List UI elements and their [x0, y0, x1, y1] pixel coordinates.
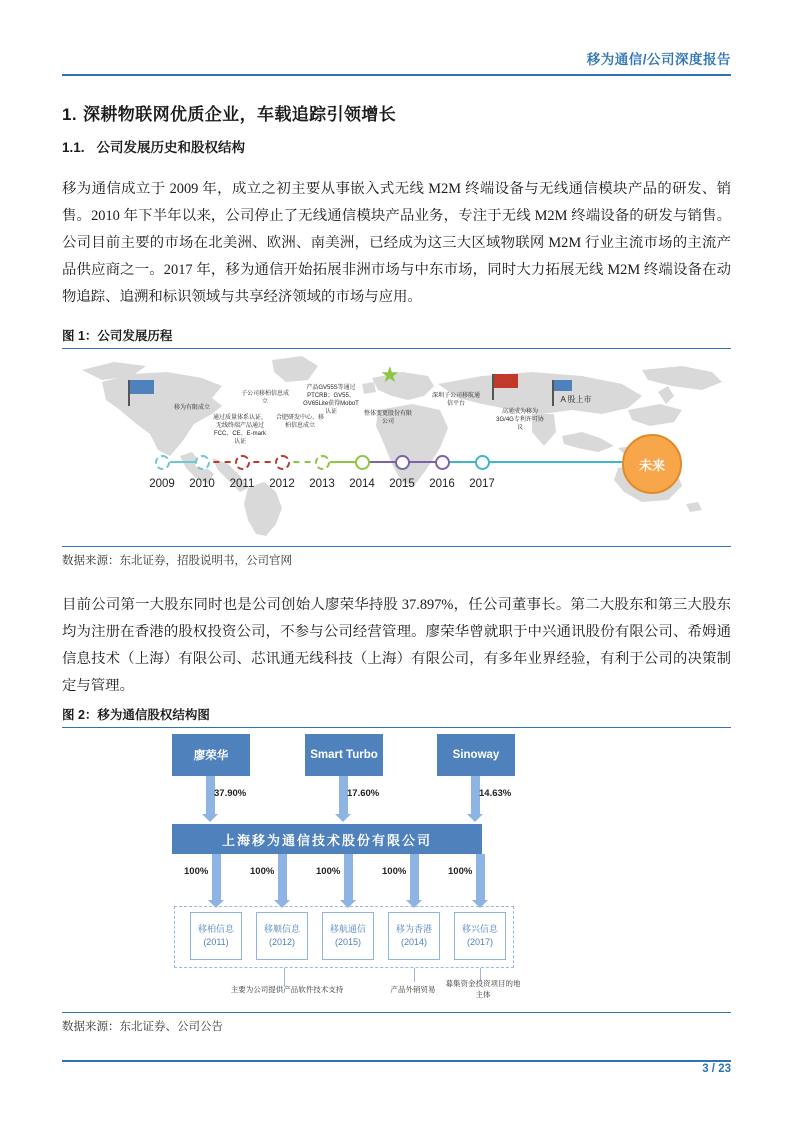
timeline-segment-9: [482, 461, 622, 463]
section-heading-2-text: 公司发展历史和股权结构: [96, 140, 246, 155]
section-heading-1-text: 深耕物联网优质企业，车载追踪引领增长: [82, 105, 397, 124]
subsidiary-year-2: (2012): [268, 937, 295, 947]
timeline-node-2016: [435, 455, 450, 470]
figure-1-source: 数据来源：东北证券，招股说明书，公司官网: [62, 546, 731, 568]
header-divider: [62, 74, 731, 76]
figure-2-source: 数据来源：东北证券、公司公告: [62, 1012, 731, 1034]
flag-cloth: [130, 380, 154, 394]
section-heading-2-number: 1.1.: [62, 140, 85, 155]
milestone-label-2011: 子公司移柏信息成立: [240, 391, 289, 405]
milestone-label-2013: 产品GV55S等通过PTCRB；GV55、GV65Lite获得MoboT认证: [303, 385, 359, 415]
subsidiary-year-1: (2011): [203, 937, 229, 947]
subsidiary-name-4: 移为香港: [395, 924, 432, 934]
timeline-node-2010: [195, 455, 210, 470]
timeline-year-2014: 2014: [349, 478, 375, 490]
subsidiary-box-4: [388, 912, 440, 960]
milestone-label-2016: 高通成为移为3G/4G专利许可协议: [496, 409, 544, 431]
timeline-year-2012: 2012: [269, 478, 295, 490]
header-title: 移为通信/公司深度报告: [586, 52, 731, 67]
ownership-arrow-head-2: [335, 814, 351, 822]
timeline-year-2010: 2010: [189, 478, 215, 490]
shareholder-box-3: Sinoway: [437, 734, 515, 776]
figure-1-caption: 图 1：公司发展历程: [62, 326, 731, 349]
timeline-node-2015: [395, 455, 410, 470]
timeline-node-2017: [475, 455, 490, 470]
section-heading-1-number: 1.: [62, 105, 77, 124]
figure-2-caption: 图 2：移为通信股权结构图: [62, 705, 731, 728]
timeline-future-badge: 未来: [622, 434, 682, 494]
subsidiary-pct-5: 100%: [448, 866, 473, 877]
milestone-label-2017: A 股上市: [560, 395, 592, 404]
figure-2-note-2: 产品外销贸易: [390, 985, 436, 994]
subsidiary-arrow-1: [212, 854, 221, 900]
flag-cloth: [554, 380, 572, 391]
timeline-year-2009: 2009: [149, 478, 175, 490]
subsidiary-pct-3: 100%: [316, 866, 341, 877]
milestone-label-2009: 移为有限成立: [173, 405, 210, 411]
timeline-node-2009: [155, 455, 170, 470]
subsidiary-arrow-2: [278, 854, 287, 900]
ownership-pct-2: 17.60%: [347, 788, 380, 799]
timeline-year-2013: 2013: [309, 478, 335, 490]
milestone-label-2015: 深圳子公司移航通信平台: [431, 393, 480, 407]
ownership-pct-3: 14.63%: [479, 788, 512, 799]
subsidiary-pct-2: 100%: [250, 866, 275, 877]
subsidiary-name-2: 移顺信息: [263, 924, 300, 934]
timeline-year-2011: 2011: [229, 478, 255, 490]
section-heading-2: [62, 136, 245, 156]
section-heading-1: [62, 100, 396, 125]
subsidiary-box-2: [256, 912, 308, 960]
milestone-label-2014: 整体变更股份有限公司: [364, 411, 413, 425]
flag-cloth: [494, 374, 518, 388]
timeline-node-2014: [355, 455, 370, 470]
timeline-node-2012: [275, 455, 290, 470]
ownership-arrow-head-3: [467, 814, 483, 822]
timeline-year-2017: 2017: [469, 478, 495, 490]
subsidiary-box-1: [190, 912, 242, 960]
ownership-arrow-head-1: [202, 814, 218, 822]
figure-2-note-1: 主要为公司提供产品软件技术支持: [230, 985, 344, 994]
milestone-label-2012b: 合肥研发中心、移柏信息成立: [275, 415, 324, 429]
milestone-label-2012a: 通过质量体系认证，无线终端产品通过FCC、CE、E-mark认证: [212, 415, 267, 445]
body-paragraph-1: 移为通信成立于 2009 年，成立之初主要从事嵌入式无线 M2M 终端设备与无线通信模块产品的研发、销售。2010 年下半年以来，公司停止了无线通信模块产品业务，专注于无线 M2M 终端设备的研发与销售。公司目前主要的市场在北美洲、欧洲、南美洲，已经成为这三大区域物联网 M2M 行业主流市场的主流产品供应商之一。2017 年，移为通信开始拓展非洲市场与中东市场，同时大力拓展无线 M2M 终端设备在动物追踪、追溯和标识领域与共享经济领域的市场与应用。: [62, 181, 731, 305]
subsidiary-pct-4: 100%: [382, 866, 407, 877]
footer-divider: [62, 1060, 731, 1062]
figure-2-ownership-chart: [62, 728, 731, 1006]
timeline-node-2013: [315, 455, 330, 470]
shareholder-box-1: 廖荣华: [172, 734, 250, 776]
subsidiary-arrow-5: [476, 854, 485, 900]
subsidiary-arrow-3: [344, 854, 353, 900]
subsidiary-year-3: (2015): [334, 937, 361, 947]
subsidiary-name-5: 移兴信息: [461, 924, 498, 934]
ownership-pct-1: 37.90%: [214, 788, 247, 799]
subsidiary-box-3: [322, 912, 374, 960]
page-number: 3 / 23: [702, 1063, 731, 1075]
subsidiary-name-1: 移柏信息: [197, 924, 234, 934]
figure-1-timeline-map: [62, 352, 731, 540]
company-box: 上海移为通信技术股份有限公司: [172, 824, 482, 854]
subsidiary-name-3: 移航通信: [329, 924, 366, 934]
subsidiary-box-5: [454, 912, 506, 960]
shareholder-box-2: Smart Turbo: [305, 734, 383, 776]
timeline-year-2015: 2015: [389, 478, 415, 490]
marker-star-green: ★: [380, 362, 400, 387]
figure-2-note-3: 募集资金投资项目的地主体: [445, 979, 521, 999]
subsidiary-arrow-4: [410, 854, 419, 900]
subsidiary-pct-1: 100%: [184, 866, 209, 877]
body-paragraph-2: 目前公司第一大股东同时也是公司创始人廖荣华持股 37.897%，任公司董事长。第二大股东和第三大股东均为注册在香港的股权投资公司，不参与公司经营管理。廖荣华曾就职于中兴通讯股份有限公司、希姆通信息技术（上海）有限公司、芯讯通无线科技（上海）有限公司，有多年业界经验，有利于公司的决策制定与管理。: [62, 597, 731, 694]
page-header: [62, 48, 731, 82]
note-connector-2: [414, 968, 415, 982]
timeline-node-2011: [235, 455, 250, 470]
subsidiary-year-4: (2014): [400, 937, 427, 947]
timeline-year-2016: 2016: [429, 478, 455, 490]
subsidiary-year-5: (2017): [466, 937, 493, 947]
